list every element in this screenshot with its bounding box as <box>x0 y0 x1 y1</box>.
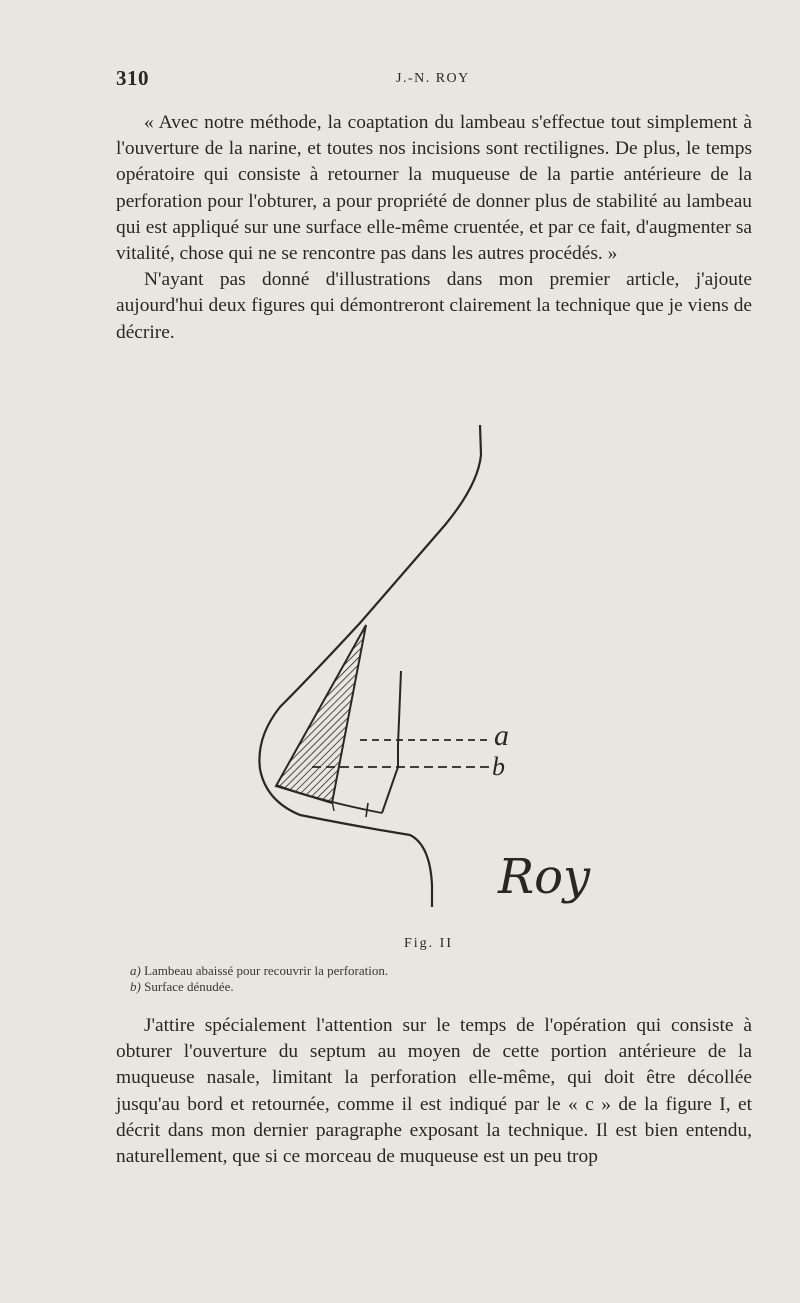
page-number: 310 <box>116 66 149 90</box>
legend-text: Lambeau abaissé pour recouvrir la perforation. <box>144 963 389 978</box>
legend-text: Surface dénudée. <box>144 979 234 994</box>
figure-caption-legend <box>130 963 388 995</box>
running-head: J.-N. ROY <box>396 71 470 86</box>
body-text-top <box>116 110 752 346</box>
figure-caption-title: Fig. II <box>404 936 453 951</box>
figure-nose-diagram <box>240 415 630 935</box>
paragraph-quote: « Avec notre méthode, la coaptation du lambeau s'effectue tout simplement à l'ouverture de la narine, et toutes nos incisions sont rectilignes. De plus, le temps opératoire qui consiste à retourner la muqueuse de la partie antérieure de la perforation pour l'obturer, a pour propriété de donner plus de stabilité au lambeau qui est appliqué sur une surface elle-même cruentée, et par ce fait, d'augmenter sa vitalité, chose qui ne se rencontre pas dans les autres procédés. » <box>116 112 752 265</box>
base-tick <box>366 803 368 817</box>
flap-triangle <box>276 625 366 803</box>
paragraph-illustrations: N'ayant pas donné d'illustrations dans mon premier article, j'ajoute aujourd'hui deux figures qui démontreront clairement la technique que je viens de décrire. <box>116 269 752 343</box>
body-text-bottom <box>116 1013 752 1170</box>
label-b: b <box>492 752 505 781</box>
label-a: a <box>494 719 509 752</box>
legend-item <box>130 963 388 979</box>
septum-line <box>382 671 401 813</box>
legend-item <box>130 979 388 995</box>
legend-key: a) <box>130 963 141 978</box>
legend-key: b) <box>130 979 141 994</box>
author-signature: Roy <box>498 849 591 905</box>
nose-profile-line <box>259 425 481 907</box>
paragraph-septum: J'attire spécialement l'attention sur le temps de l'opération qui consiste à obturer l'ouverture du septum au moyen de cette portion antérieure de la muqueuse nasale, limitant la perforation elle-même, qui doit être décollée jusqu'au bord et retournée, comme il est indiqué par le « c » de la figure I, et décrit dans mon dernier paragraphe exposant la technique. Il est bien entendu, naturellement, que si ce morceau de muqueuse est un peu trop <box>116 1015 752 1168</box>
page-header <box>116 66 752 92</box>
